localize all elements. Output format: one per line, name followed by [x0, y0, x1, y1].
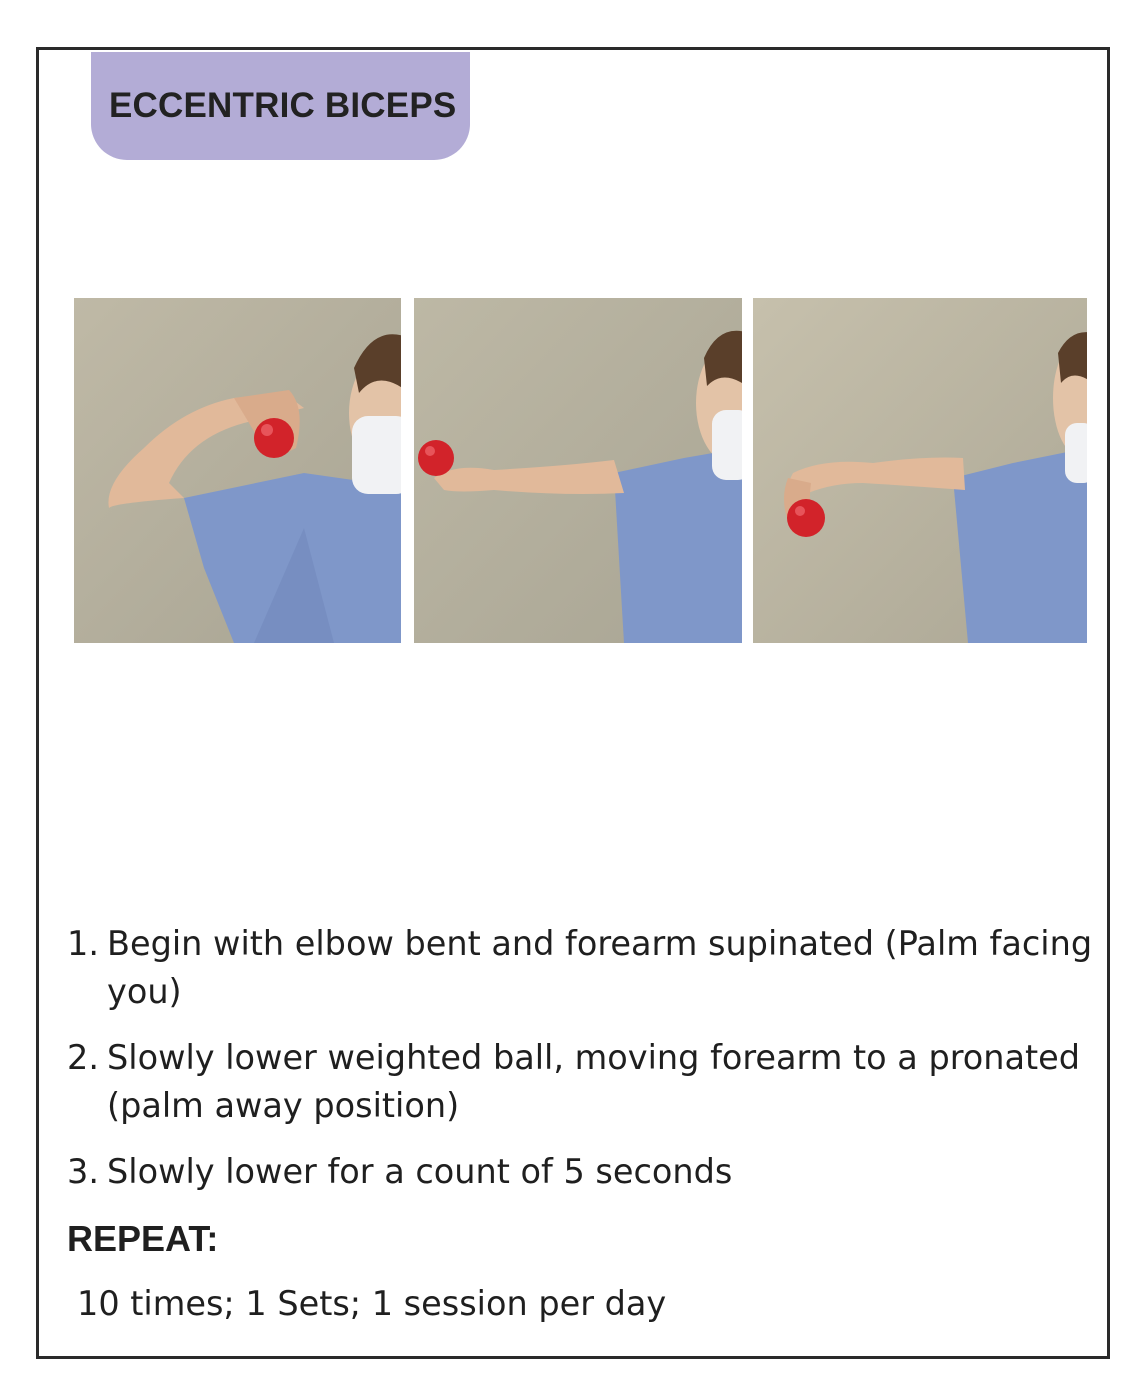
- instruction-step: [67, 920, 1097, 1016]
- step-number: 3.: [67, 1152, 99, 1191]
- exercise-photo-lowering: [414, 298, 742, 643]
- instruction-step: [67, 1034, 1097, 1130]
- exercise-card: [36, 47, 1110, 1359]
- exercise-photo-end: [753, 298, 1087, 643]
- repeat-details: 10 times; 1 Sets; 1 session per day: [77, 1284, 667, 1323]
- title-tab: [91, 52, 470, 160]
- exercise-photo-start-image: [74, 298, 401, 643]
- step-number: 1.: [67, 924, 99, 963]
- step-text: Begin with elbow bent and forearm supinated (Palm facing you): [107, 924, 1093, 1011]
- page-title: ECCENTRIC BICEPS: [109, 86, 457, 125]
- exercise-photo-end-image: [753, 298, 1087, 643]
- exercise-photo-lowering-image: [414, 298, 742, 643]
- step-text: Slowly lower for a count of 5 seconds: [107, 1152, 733, 1191]
- instruction-list: [67, 920, 1097, 1214]
- step-text: Slowly lower weighted ball, moving forearm to a pronated (palm away position): [107, 1038, 1081, 1125]
- instruction-step: [67, 1148, 1097, 1196]
- exercise-photo-start: [74, 298, 401, 643]
- step-number: 2.: [67, 1038, 99, 1077]
- repeat-heading: REPEAT:: [67, 1218, 219, 1259]
